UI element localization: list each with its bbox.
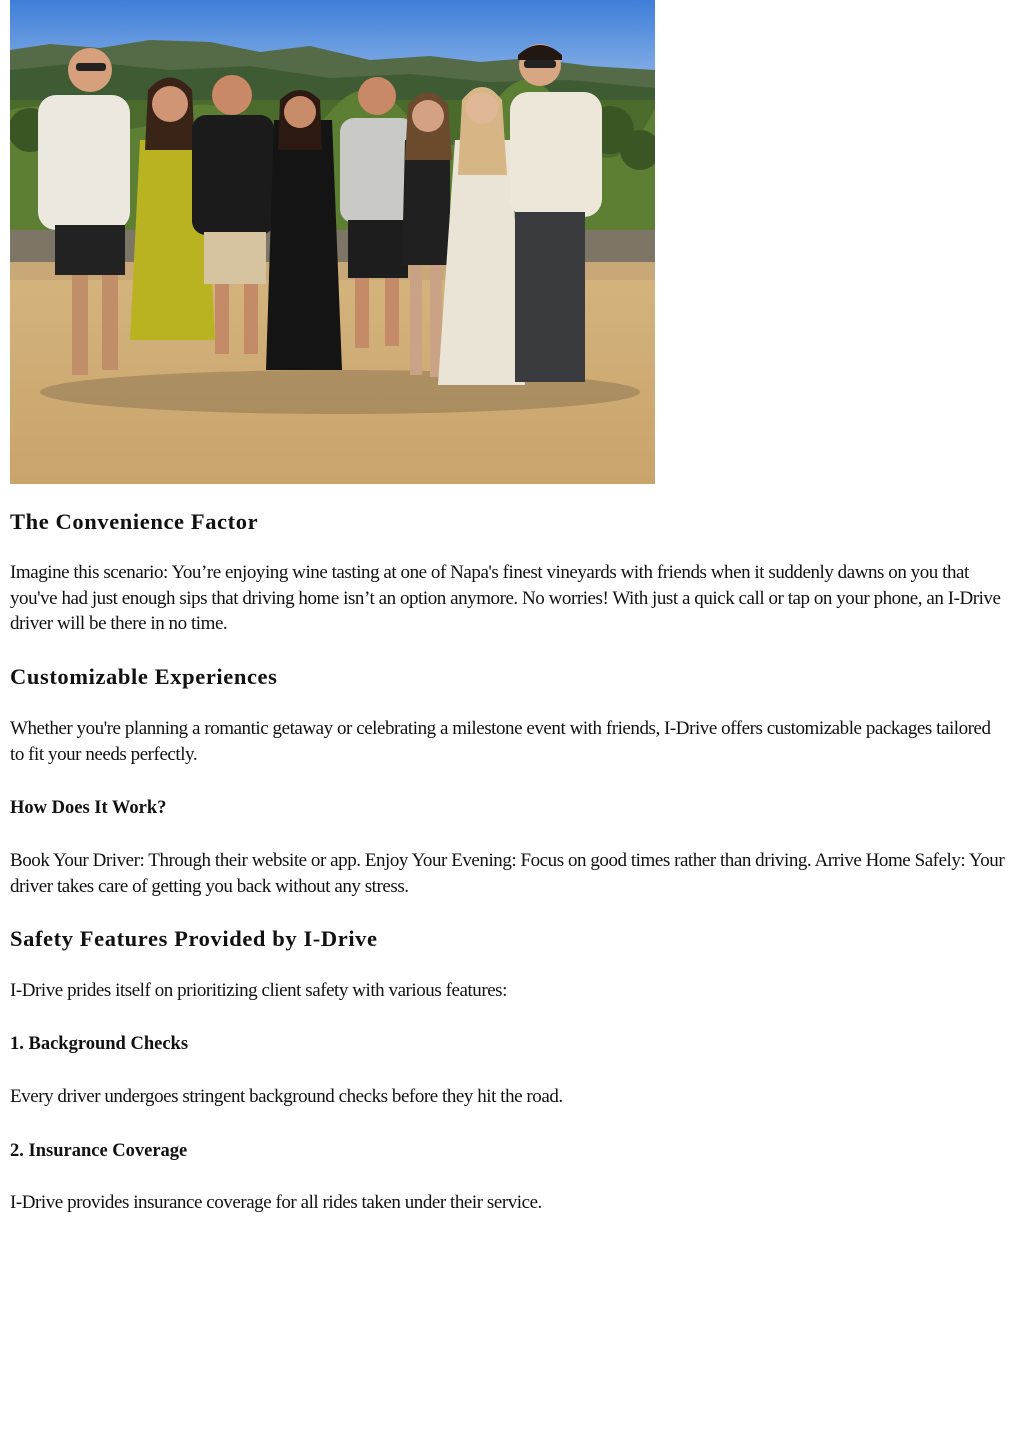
paragraph-how-does-it-work: Book Your Driver: Through their website or app. Enjoy Your Evening: Focus on good times rather than driving. Arrive Home Safely: Your driver takes care of getting you back without any stress. — [10, 850, 1005, 897]
heading-how-does-it-work: How Does It Work? — [10, 798, 167, 818]
paragraph-convenience-factor: Imagine this scenario: You’re enjoying wine tasting at one of Napa's finest vineyards with friends when it suddenly dawns on you that you've had just enough sips that driving home isn’t an option anymore. No worries! With just a quick call or tap on your phone, an I-Drive driver will be there in no time. — [10, 562, 1001, 635]
heading-background-checks: 1. Background Checks — [10, 1034, 189, 1054]
heading-safety-features: Safety Features Provided by I-Drive — [10, 926, 378, 951]
paragraph-customizable-experiences: Whether you're planning a romantic getaway or celebrating a milestone event with friends, I-Drive offers customizable packages tailored to fit your needs perfectly. — [10, 718, 991, 765]
paragraph-safety-features: I-Drive prides itself on prioritizing client safety with various features: — [10, 980, 507, 1001]
heading-customizable-experiences: Customizable Experiences — [10, 664, 278, 689]
paragraph-insurance-coverage: I-Drive provides insurance coverage for all rides taken under their service. — [10, 1192, 542, 1213]
paragraph-background-checks: Every driver undergoes stringent background checks before they hit the road. — [10, 1086, 563, 1107]
heading-insurance-coverage: 2. Insurance Coverage — [10, 1141, 188, 1161]
vineyard-group-photo — [10, 0, 655, 484]
heading-convenience-factor: The Convenience Factor — [10, 509, 259, 534]
